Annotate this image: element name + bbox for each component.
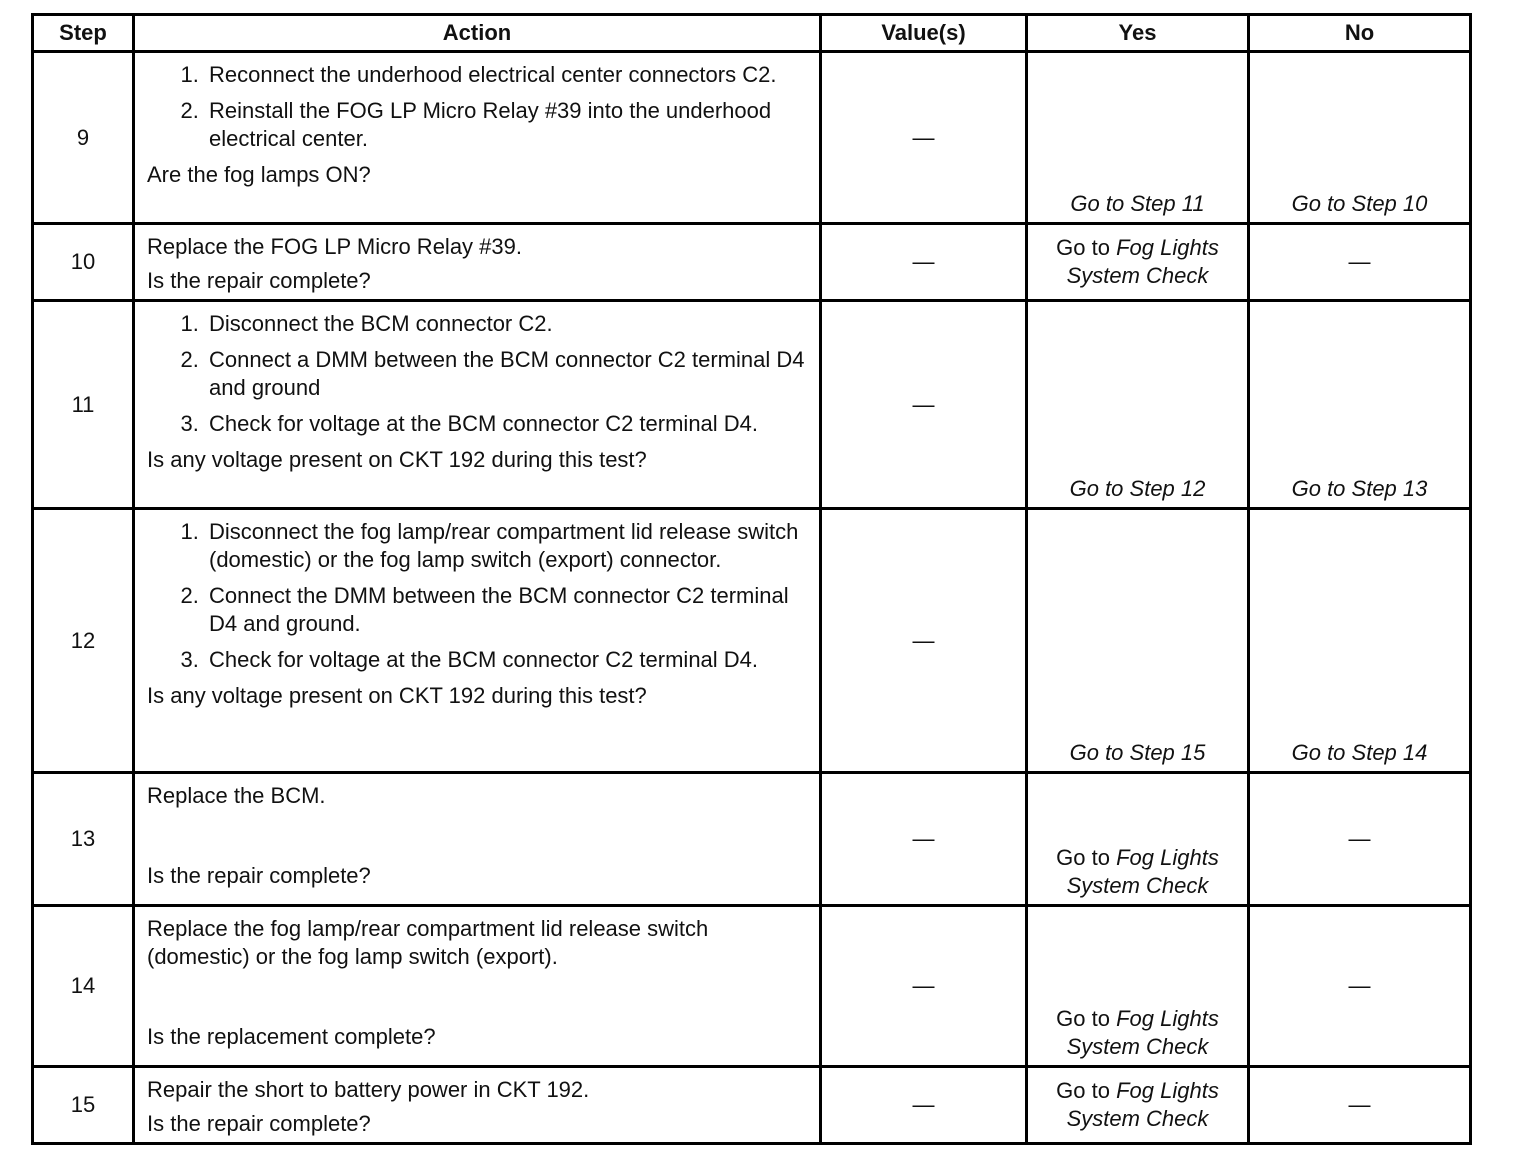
substep-list xyxy=(147,518,809,674)
header-action: Action xyxy=(134,15,821,52)
yes-result: Go to Step 15 xyxy=(1069,740,1206,765)
yes-italic: Fog Lights xyxy=(1116,1006,1219,1031)
question: Is the replacement complete? xyxy=(147,1024,436,1049)
step-number: 15 xyxy=(33,1067,134,1144)
header-yes: Yes xyxy=(1027,15,1249,52)
value-cell: — xyxy=(821,509,1027,773)
no-cell xyxy=(1249,509,1471,773)
action-cell xyxy=(134,906,821,1067)
substep: 3. Check for voltage at the BCM connector C2 terminal D4. xyxy=(205,410,809,438)
value-cell: — xyxy=(821,224,1027,301)
yes-line2: System Check xyxy=(1066,873,1209,898)
table-row-step-11 xyxy=(33,301,1471,509)
no-result: Go to Step 10 xyxy=(1291,191,1428,216)
yes-line2: System Check xyxy=(1066,263,1209,288)
no-result: Go to Step 14 xyxy=(1291,740,1428,765)
value-cell: — xyxy=(821,1067,1027,1144)
value-cell: — xyxy=(821,773,1027,906)
question: Are the fog lamps ON? xyxy=(147,162,371,187)
yes-line2: System Check xyxy=(1066,1106,1209,1131)
action-text: Replace the fog lamp/rear compartment lid release switch (domestic) or the fog lamp switch (export). xyxy=(147,916,709,969)
step-number: 14 xyxy=(33,906,134,1067)
action-cell xyxy=(134,1067,821,1144)
no-cell: — xyxy=(1249,773,1471,906)
action-text: Replace the BCM. xyxy=(147,783,326,808)
yes-cell xyxy=(1027,224,1249,301)
value-cell: — xyxy=(821,52,1027,224)
substep: 1. Disconnect the fog lamp/rear compartment lid release switch (domestic) or the fog lamp switch (export) connector. xyxy=(205,518,809,574)
no-cell: — xyxy=(1249,224,1471,301)
no-cell xyxy=(1249,301,1471,509)
diagnostic-table xyxy=(31,13,1472,1145)
question: Is any voltage present on CKT 192 during this test? xyxy=(147,683,647,708)
table-row-step-10 xyxy=(33,224,1471,301)
no-cell: — xyxy=(1249,906,1471,1067)
yes-result: Go to Step 12 xyxy=(1069,476,1206,501)
step-number: 9 xyxy=(33,52,134,224)
action-cell xyxy=(134,52,821,224)
question: Is any voltage present on CKT 192 during this test? xyxy=(147,447,647,472)
action-cell xyxy=(134,773,821,906)
action-cell xyxy=(134,224,821,301)
table-row-step-12 xyxy=(33,509,1471,773)
step-number: 10 xyxy=(33,224,134,301)
substep: 1. Reconnect the underhood electrical center connectors C2. xyxy=(205,61,809,89)
yes-cell xyxy=(1027,509,1249,773)
header-row xyxy=(33,15,1471,52)
substep-list xyxy=(147,61,809,153)
action-cell xyxy=(134,509,821,773)
step-number: 13 xyxy=(33,773,134,906)
substep: 2. Connect the DMM between the BCM connector C2 terminal D4 and ground. xyxy=(205,582,809,638)
action-cell xyxy=(134,301,821,509)
question: Is the repair complete? xyxy=(147,268,371,293)
yes-italic: Fog Lights xyxy=(1116,845,1219,870)
value-cell: — xyxy=(821,906,1027,1067)
yes-prefix: Go to xyxy=(1056,235,1110,260)
step-number: 12 xyxy=(33,509,134,773)
no-result: Go to Step 13 xyxy=(1291,476,1428,501)
substep: 1. Disconnect the BCM connector C2. xyxy=(205,310,809,338)
yes-result: Go to Step 11 xyxy=(1070,191,1205,216)
yes-prefix: Go to xyxy=(1056,1078,1110,1103)
action-text: Repair the short to battery power in CKT 192. xyxy=(147,1077,590,1102)
yes-italic: Fog Lights xyxy=(1116,235,1219,260)
no-cell: — xyxy=(1249,1067,1471,1144)
yes-italic: Fog Lights xyxy=(1116,1078,1219,1103)
yes-prefix: Go to xyxy=(1056,1006,1110,1031)
table-row-step-15 xyxy=(33,1067,1471,1144)
yes-line2: System Check xyxy=(1066,1034,1209,1059)
yes-cell xyxy=(1027,906,1249,1067)
table-row-step-13 xyxy=(33,773,1471,906)
question: Is the repair complete? xyxy=(147,1111,371,1136)
yes-cell xyxy=(1027,773,1249,906)
action-text: Replace the FOG LP Micro Relay #39. xyxy=(147,234,522,259)
yes-cell xyxy=(1027,1067,1249,1144)
question: Is the repair complete? xyxy=(147,863,371,888)
substep: 2. Reinstall the FOG LP Micro Relay #39 into the underhood electrical center. xyxy=(205,97,809,153)
table-row-step-14 xyxy=(33,906,1471,1067)
header-no: No xyxy=(1249,15,1471,52)
substep: 3. Check for voltage at the BCM connector C2 terminal D4. xyxy=(205,646,809,674)
substep-list xyxy=(147,310,809,438)
header-values: Value(s) xyxy=(821,15,1027,52)
table-row-step-9 xyxy=(33,52,1471,224)
yes-cell xyxy=(1027,52,1249,224)
value-cell: — xyxy=(821,301,1027,509)
no-cell xyxy=(1249,52,1471,224)
yes-prefix: Go to xyxy=(1056,845,1110,870)
yes-cell xyxy=(1027,301,1249,509)
step-number: 11 xyxy=(33,301,134,509)
substep: 2. Connect a DMM between the BCM connector C2 terminal D4 and ground xyxy=(205,346,809,402)
header-step: Step xyxy=(33,15,134,52)
